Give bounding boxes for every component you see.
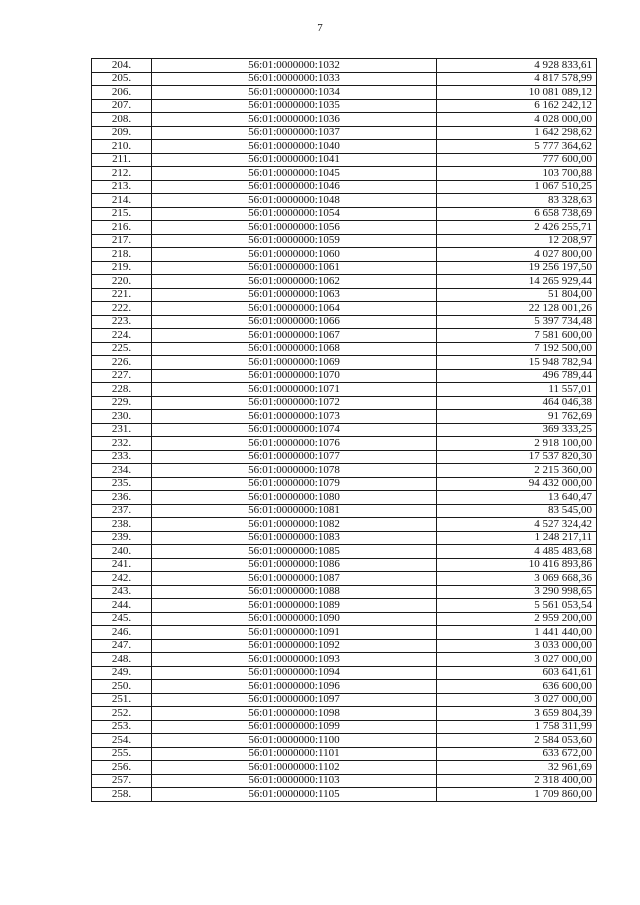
- cadastral-number-cell: 56:01:0000000:1081: [152, 504, 437, 518]
- row-number-cell: 241.: [92, 558, 152, 572]
- cadastral-number-cell: 56:01:0000000:1098: [152, 707, 437, 721]
- value-cell: 5 397 734,48: [437, 315, 597, 329]
- row-number-cell: 214.: [92, 194, 152, 208]
- row-number-cell: 237.: [92, 504, 152, 518]
- row-number-cell: 254.: [92, 734, 152, 748]
- row-number-cell: 248.: [92, 653, 152, 667]
- row-number-cell: 229.: [92, 396, 152, 410]
- value-cell: 15 948 782,94: [437, 356, 597, 370]
- table-row: [92, 626, 597, 640]
- table-row: [92, 545, 597, 559]
- cadastral-number-cell: 56:01:0000000:1079: [152, 477, 437, 491]
- value-cell: 7 192 500,00: [437, 342, 597, 356]
- table-row: [92, 329, 597, 343]
- cadastral-number-cell: 56:01:0000000:1072: [152, 396, 437, 410]
- table-row: [92, 531, 597, 545]
- cadastral-number-cell: 56:01:0000000:1056: [152, 221, 437, 235]
- value-cell: 51 804,00: [437, 288, 597, 302]
- row-number-cell: 221.: [92, 288, 152, 302]
- row-number-cell: 252.: [92, 707, 152, 721]
- cadastral-number-cell: 56:01:0000000:1032: [152, 59, 437, 73]
- cadastral-number-cell: 56:01:0000000:1100: [152, 734, 437, 748]
- table-row: [92, 410, 597, 424]
- cadastral-number-cell: 56:01:0000000:1063: [152, 288, 437, 302]
- table-row: [92, 234, 597, 248]
- row-number-cell: 208.: [92, 113, 152, 127]
- row-number-cell: 215.: [92, 207, 152, 221]
- table-row: [92, 612, 597, 626]
- value-cell: 496 789,44: [437, 369, 597, 383]
- cadastral-number-cell: 56:01:0000000:1060: [152, 248, 437, 262]
- cadastral-number-cell: 56:01:0000000:1062: [152, 275, 437, 289]
- row-number-cell: 226.: [92, 356, 152, 370]
- row-number-cell: 223.: [92, 315, 152, 329]
- value-cell: 464 046,38: [437, 396, 597, 410]
- table-body: [92, 59, 597, 802]
- value-cell: 2 959 200,00: [437, 612, 597, 626]
- value-cell: 1 248 217,11: [437, 531, 597, 545]
- cadastral-number-cell: 56:01:0000000:1037: [152, 126, 437, 140]
- value-cell: 83 545,00: [437, 504, 597, 518]
- row-number-cell: 242.: [92, 572, 152, 586]
- value-cell: 14 265 929,44: [437, 275, 597, 289]
- cadastral-number-cell: 56:01:0000000:1093: [152, 653, 437, 667]
- value-cell: 603 641,61: [437, 666, 597, 680]
- row-number-cell: 244.: [92, 599, 152, 613]
- value-cell: 19 256 197,50: [437, 261, 597, 275]
- row-number-cell: 204.: [92, 59, 152, 73]
- value-cell: 1 441 440,00: [437, 626, 597, 640]
- value-cell: 22 128 001,26: [437, 302, 597, 316]
- value-cell: 3 027 000,00: [437, 653, 597, 667]
- row-number-cell: 245.: [92, 612, 152, 626]
- row-number-cell: 222.: [92, 302, 152, 316]
- value-cell: 2 584 053,60: [437, 734, 597, 748]
- value-cell: 1 642 298,62: [437, 126, 597, 140]
- value-cell: 94 432 000,00: [437, 477, 597, 491]
- table-row: [92, 126, 597, 140]
- value-cell: 2 918 100,00: [437, 437, 597, 451]
- table-row: [92, 558, 597, 572]
- cadastral-number-cell: 56:01:0000000:1071: [152, 383, 437, 397]
- value-cell: 17 537 820,30: [437, 450, 597, 464]
- table-row: [92, 383, 597, 397]
- row-number-cell: 246.: [92, 626, 152, 640]
- row-number-cell: 206.: [92, 86, 152, 100]
- cadastral-number-cell: 56:01:0000000:1061: [152, 261, 437, 275]
- cadastral-number-cell: 56:01:0000000:1085: [152, 545, 437, 559]
- table-row: [92, 788, 597, 802]
- row-number-cell: 247.: [92, 639, 152, 653]
- row-number-cell: 251.: [92, 693, 152, 707]
- value-cell: 4 928 833,61: [437, 59, 597, 73]
- row-number-cell: 243.: [92, 585, 152, 599]
- value-cell: 83 328,63: [437, 194, 597, 208]
- cadastral-value-table: [91, 58, 597, 802]
- table-row: [92, 774, 597, 788]
- cadastral-number-cell: 56:01:0000000:1066: [152, 315, 437, 329]
- cadastral-number-cell: 56:01:0000000:1054: [152, 207, 437, 221]
- row-number-cell: 257.: [92, 774, 152, 788]
- value-cell: 2 215 360,00: [437, 464, 597, 478]
- cadastral-number-cell: 56:01:0000000:1068: [152, 342, 437, 356]
- table-row: [92, 707, 597, 721]
- table-row: [92, 248, 597, 262]
- cadastral-number-cell: 56:01:0000000:1048: [152, 194, 437, 208]
- page-number: 7: [317, 22, 323, 34]
- table-row: [92, 72, 597, 86]
- row-number-cell: 249.: [92, 666, 152, 680]
- value-cell: 4 817 578,99: [437, 72, 597, 86]
- row-number-cell: 213.: [92, 180, 152, 194]
- row-number-cell: 231.: [92, 423, 152, 437]
- table-row: [92, 288, 597, 302]
- row-number-cell: 211.: [92, 153, 152, 167]
- table-row: [92, 396, 597, 410]
- value-cell: 6 658 738,69: [437, 207, 597, 221]
- value-cell: 3 290 998,65: [437, 585, 597, 599]
- cadastral-number-cell: 56:01:0000000:1086: [152, 558, 437, 572]
- value-cell: 3 027 000,00: [437, 693, 597, 707]
- value-cell: 10 416 893,86: [437, 558, 597, 572]
- table-row: [92, 342, 597, 356]
- row-number-cell: 218.: [92, 248, 152, 262]
- table-row: [92, 450, 597, 464]
- value-cell: 3 659 804,39: [437, 707, 597, 721]
- table-row: [92, 315, 597, 329]
- row-number-cell: 225.: [92, 342, 152, 356]
- row-number-cell: 220.: [92, 275, 152, 289]
- table-row: [92, 666, 597, 680]
- table-row: [92, 356, 597, 370]
- value-cell: 5 777 364,62: [437, 140, 597, 154]
- value-cell: 1 758 311,99: [437, 720, 597, 734]
- cadastral-number-cell: 56:01:0000000:1102: [152, 761, 437, 775]
- cadastral-number-cell: 56:01:0000000:1077: [152, 450, 437, 464]
- table-row: [92, 207, 597, 221]
- cadastral-number-cell: 56:01:0000000:1046: [152, 180, 437, 194]
- cadastral-number-cell: 56:01:0000000:1094: [152, 666, 437, 680]
- row-number-cell: 240.: [92, 545, 152, 559]
- table-row: [92, 140, 597, 154]
- cadastral-number-cell: 56:01:0000000:1074: [152, 423, 437, 437]
- table-row: [92, 167, 597, 181]
- table-row: [92, 464, 597, 478]
- table-row: [92, 261, 597, 275]
- table-row: [92, 153, 597, 167]
- value-cell: 777 600,00: [437, 153, 597, 167]
- table-row: [92, 653, 597, 667]
- row-number-cell: 256.: [92, 761, 152, 775]
- cadastral-number-cell: 56:01:0000000:1076: [152, 437, 437, 451]
- table-row: [92, 275, 597, 289]
- row-number-cell: 239.: [92, 531, 152, 545]
- row-number-cell: 209.: [92, 126, 152, 140]
- table-row: [92, 477, 597, 491]
- value-cell: 3 069 668,36: [437, 572, 597, 586]
- value-cell: 10 081 089,12: [437, 86, 597, 100]
- value-cell: 3 033 000,00: [437, 639, 597, 653]
- row-number-cell: 250.: [92, 680, 152, 694]
- cadastral-number-cell: 56:01:0000000:1059: [152, 234, 437, 248]
- row-number-cell: 253.: [92, 720, 152, 734]
- row-number-cell: 232.: [92, 437, 152, 451]
- table-row: [92, 194, 597, 208]
- cadastral-number-cell: 56:01:0000000:1089: [152, 599, 437, 613]
- row-number-cell: 216.: [92, 221, 152, 235]
- row-number-cell: 236.: [92, 491, 152, 505]
- value-cell: 636 600,00: [437, 680, 597, 694]
- cadastral-number-cell: 56:01:0000000:1070: [152, 369, 437, 383]
- cadastral-number-cell: 56:01:0000000:1090: [152, 612, 437, 626]
- cadastral-number-cell: 56:01:0000000:1080: [152, 491, 437, 505]
- table-row: [92, 761, 597, 775]
- cadastral-number-cell: 56:01:0000000:1096: [152, 680, 437, 694]
- table-row: [92, 423, 597, 437]
- table-row: [92, 599, 597, 613]
- row-number-cell: 207.: [92, 99, 152, 113]
- cadastral-number-cell: 56:01:0000000:1064: [152, 302, 437, 316]
- row-number-cell: 234.: [92, 464, 152, 478]
- value-cell: 4 027 800,00: [437, 248, 597, 262]
- row-number-cell: 205.: [92, 72, 152, 86]
- table-row: [92, 504, 597, 518]
- value-cell: 1 709 860,00: [437, 788, 597, 802]
- cadastral-number-cell: 56:01:0000000:1105: [152, 788, 437, 802]
- table-row: [92, 437, 597, 451]
- cadastral-number-cell: 56:01:0000000:1041: [152, 153, 437, 167]
- cadastral-number-cell: 56:01:0000000:1078: [152, 464, 437, 478]
- row-number-cell: 230.: [92, 410, 152, 424]
- row-number-cell: 238.: [92, 518, 152, 532]
- cadastral-number-cell: 56:01:0000000:1069: [152, 356, 437, 370]
- cadastral-number-cell: 56:01:0000000:1097: [152, 693, 437, 707]
- row-number-cell: 210.: [92, 140, 152, 154]
- cadastral-number-cell: 56:01:0000000:1099: [152, 720, 437, 734]
- table-row: [92, 639, 597, 653]
- cadastral-number-cell: 56:01:0000000:1082: [152, 518, 437, 532]
- cadastral-number-cell: 56:01:0000000:1103: [152, 774, 437, 788]
- row-number-cell: 212.: [92, 167, 152, 181]
- table-row: [92, 585, 597, 599]
- row-number-cell: 227.: [92, 369, 152, 383]
- value-cell: 13 640,47: [437, 491, 597, 505]
- row-number-cell: 219.: [92, 261, 152, 275]
- cadastral-number-cell: 56:01:0000000:1091: [152, 626, 437, 640]
- value-cell: 11 557,01: [437, 383, 597, 397]
- table-row: [92, 491, 597, 505]
- row-number-cell: 255.: [92, 747, 152, 761]
- cadastral-number-cell: 56:01:0000000:1035: [152, 99, 437, 113]
- row-number-cell: 233.: [92, 450, 152, 464]
- table-row: [92, 680, 597, 694]
- row-number-cell: 258.: [92, 788, 152, 802]
- cadastral-number-cell: 56:01:0000000:1088: [152, 585, 437, 599]
- cadastral-number-cell: 56:01:0000000:1045: [152, 167, 437, 181]
- value-cell: 369 333,25: [437, 423, 597, 437]
- value-cell: 4 485 483,68: [437, 545, 597, 559]
- table-row: [92, 180, 597, 194]
- row-number-cell: 217.: [92, 234, 152, 248]
- cadastral-number-cell: 56:01:0000000:1101: [152, 747, 437, 761]
- table-row: [92, 518, 597, 532]
- value-cell: 7 581 600,00: [437, 329, 597, 343]
- table-row: [92, 747, 597, 761]
- cadastral-number-cell: 56:01:0000000:1033: [152, 72, 437, 86]
- value-cell: 12 208,97: [437, 234, 597, 248]
- value-cell: 2 318 400,00: [437, 774, 597, 788]
- value-cell: 4 028 000,00: [437, 113, 597, 127]
- value-cell: 5 561 053,54: [437, 599, 597, 613]
- cadastral-number-cell: 56:01:0000000:1083: [152, 531, 437, 545]
- value-cell: 103 700,88: [437, 167, 597, 181]
- value-cell: 6 162 242,12: [437, 99, 597, 113]
- row-number-cell: 235.: [92, 477, 152, 491]
- row-number-cell: 228.: [92, 383, 152, 397]
- cadastral-number-cell: 56:01:0000000:1073: [152, 410, 437, 424]
- value-cell: 1 067 510,25: [437, 180, 597, 194]
- table-row: [92, 734, 597, 748]
- value-cell: 4 527 324,42: [437, 518, 597, 532]
- table-row: [92, 302, 597, 316]
- row-number-cell: 224.: [92, 329, 152, 343]
- cadastral-number-cell: 56:01:0000000:1092: [152, 639, 437, 653]
- value-cell: 91 762,69: [437, 410, 597, 424]
- cadastral-number-cell: 56:01:0000000:1087: [152, 572, 437, 586]
- cadastral-number-cell: 56:01:0000000:1067: [152, 329, 437, 343]
- table-row: [92, 720, 597, 734]
- value-cell: 2 426 255,71: [437, 221, 597, 235]
- table-row: [92, 572, 597, 586]
- table-row: [92, 113, 597, 127]
- table-row: [92, 99, 597, 113]
- cadastral-number-cell: 56:01:0000000:1034: [152, 86, 437, 100]
- cadastral-number-cell: 56:01:0000000:1036: [152, 113, 437, 127]
- table-row: [92, 59, 597, 73]
- table-row: [92, 221, 597, 235]
- table-row: [92, 369, 597, 383]
- value-cell: 32 961,69: [437, 761, 597, 775]
- table-row: [92, 693, 597, 707]
- table-row: [92, 86, 597, 100]
- value-cell: 633 672,00: [437, 747, 597, 761]
- cadastral-number-cell: 56:01:0000000:1040: [152, 140, 437, 154]
